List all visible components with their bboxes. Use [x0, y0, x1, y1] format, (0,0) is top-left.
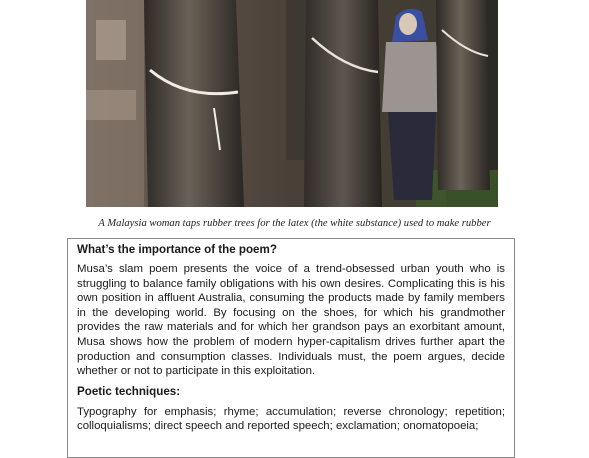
rubber-tree-photo [86, 0, 498, 207]
photo-caption: A Malaysia woman taps rubber trees for the latex (the white substance) used to make rubber [98, 218, 491, 229]
section-body-importance: Musa’s slam poem presents the voice of a trend-obsessed urban youth who is struggling to balance family obligations with his own desires. Complicating this is his own position in affluent Australia, consuming the products made by family members in the developing world. By focusing on the shoes, for which his grandmother provides the raw materials and for which her grandson pays an exorbitant amount, Musa shows how the problem of modern hyper-capitalism drives further apart the production and consumption classes. Individuals must, the poem argues, decide whether or not to participate in this exploitation. [77, 263, 505, 378]
section-heading-importance: What’s the importance of the poem? [77, 243, 277, 256]
section-heading-techniques: Poetic techniques: [77, 384, 181, 398]
section-body-techniques: Typography for emphasis; rhyme; accumulation; reverse chronology; repetition; colloquialisms; direct speech and reported speech; exclamation; onomatopoeia; [77, 405, 505, 433]
info-box [67, 238, 515, 458]
